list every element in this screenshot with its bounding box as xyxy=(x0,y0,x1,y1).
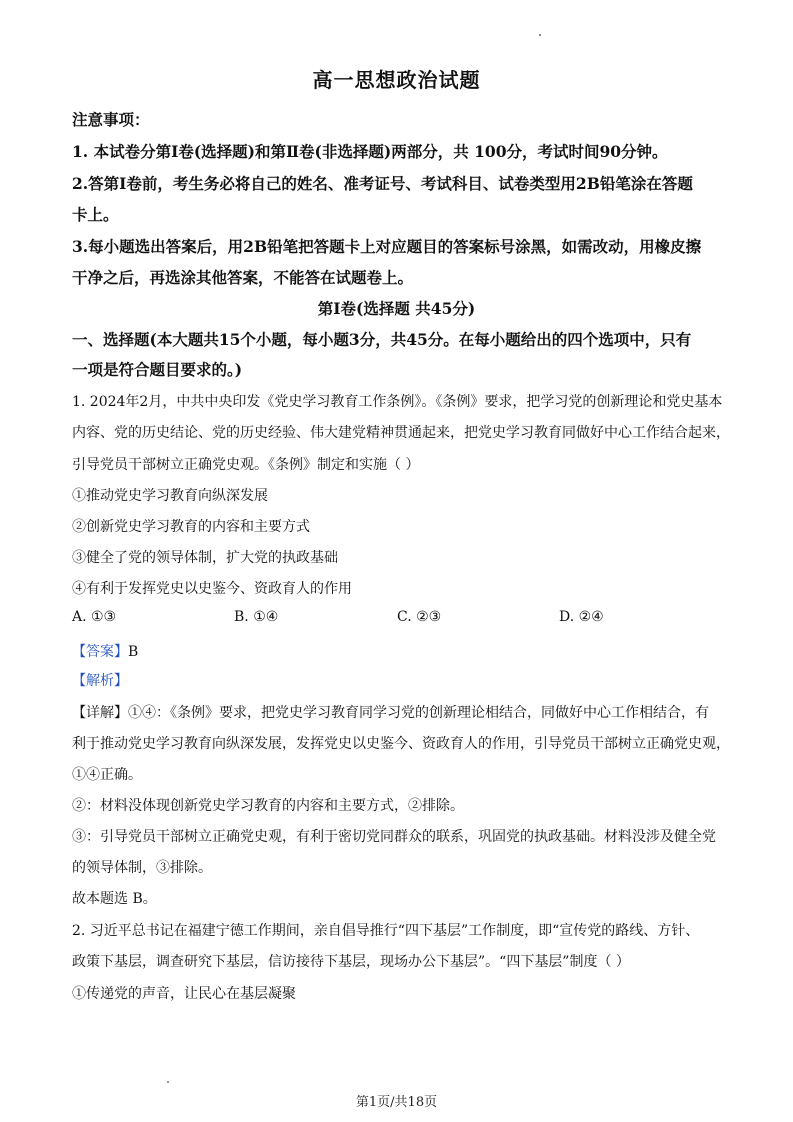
analysis-tag: 【解析】 xyxy=(72,673,128,689)
q1-statement-1: ①推动党史学习教育向纵深发展 xyxy=(72,488,268,504)
q1-statement-4: ④有利于发挥党史以史鉴今、资政育人的作用 xyxy=(72,581,352,597)
q2-stem-line-1: 2. 习近平总书记在福建宁德工作期间，亲自倡导推行“四下基层”工作制度，即“宣传党的路线、方针、 xyxy=(72,923,700,939)
notes-item-1: 1. 本试卷分第Ⅰ卷(选择题)和第Ⅱ卷(非选择题)两部分，共 100分，考试时间90分钟。 xyxy=(72,142,668,161)
q1-option-d: D. ②④ xyxy=(559,609,604,625)
page-title: 高一思想政治试题 xyxy=(312,68,481,92)
q1-detail-line-1 xyxy=(72,702,733,722)
notes-item-2-line-1: 2.答第Ⅰ卷前，考生务必将自己的姓名、准考证号、考试科目、试卷类型用2B铅笔涂在答题 xyxy=(72,174,693,193)
q1-option-c: C. ②③ xyxy=(397,609,442,625)
answer-value: B xyxy=(128,644,139,660)
footer-dot xyxy=(167,1081,169,1083)
q1-stem-line-3: 引导党员干部树立正确党史观。《条例》制定和实施（ ） xyxy=(72,457,420,473)
q1-analysis-line xyxy=(72,670,733,690)
section-title: 第Ⅰ卷(选择题 共45分) xyxy=(317,299,476,318)
page-footer: 第1页/共18页 xyxy=(355,1095,438,1110)
q1-detail-line-6: 的领导体制，③排除。 xyxy=(72,860,212,876)
notes-item-2-line-2: 卡上。 xyxy=(72,205,119,224)
detail-text-1: ①④：《条例》要求，把党史学习教育同学习党的创新理论相结合，同做好中心工作相结合，有 xyxy=(128,705,709,721)
q1-stem-line-1: 1. 2024年2月，中共中央印发《党史学习教育工作条例》。《条例》要求，把学习党的创新理论和党史基本 xyxy=(72,394,723,410)
q1-statement-2: ②创新党史学习教育的内容和主要方式 xyxy=(72,519,310,535)
q2-stem-line-2: 政策下基层，调查研究下基层，信访接待下基层，现场办公下基层”。“四下基层”制度（ ） xyxy=(72,954,630,970)
q1-detail-line-4: ②：材料没体现创新党史学习教育的内容和主要方式，②排除。 xyxy=(72,798,464,814)
notes-item-3-line-1: 3.每小题选出答案后，用2B铅笔把答题卡上对应题目的答案标号涂黑，如需改动，用橡皮擦 xyxy=(72,237,702,256)
notes-item-3-line-2: 干净之后，再选涂其他答案，不能答在试题卷上。 xyxy=(72,268,414,287)
q1-option-b: B. ①④ xyxy=(234,609,279,625)
q1-detail-line-3: ①④正确。 xyxy=(72,767,142,783)
answer-tag: 【答案】 xyxy=(72,644,128,660)
section-intro-line-2: 一项是符合题目要求的。) xyxy=(72,360,243,379)
q1-statement-3: ③健全了党的领导体制，扩大党的执政基础 xyxy=(72,550,338,566)
q2-statement-1: ①传递党的声音，让民心在基层凝聚 xyxy=(72,986,296,1002)
q1-stem-line-2: 内容、党的历史结论、党的历史经验、伟大建党精神贯通起来，把党史学习教育同做好中心工作结合起来， xyxy=(72,425,730,441)
q1-detail-line-2: 利于推动党史学习教育向纵深发展，发挥党史以史鉴今、资政育人的作用，引导党员干部树立正确党史观， xyxy=(72,736,730,752)
notes-heading: 注意事项： xyxy=(72,110,150,129)
detail-tag: 【详解】 xyxy=(72,705,128,721)
q1-conclusion: 故本题选 B。 xyxy=(72,891,157,907)
q1-detail-line-5: ③：引导党员干部树立正确党史观，有利于密切党同群众的联系，巩固党的执政基础。材料没涉及健全党 xyxy=(72,829,716,845)
q1-option-a: A. ①③ xyxy=(72,609,117,625)
q1-answer-line xyxy=(72,641,733,661)
scan-dot xyxy=(539,34,541,36)
section-intro-line-1: 一、选择题(本大题共15个小题，每小题3分，共45分。在每小题给出的四个选项中，只有 xyxy=(72,330,692,349)
